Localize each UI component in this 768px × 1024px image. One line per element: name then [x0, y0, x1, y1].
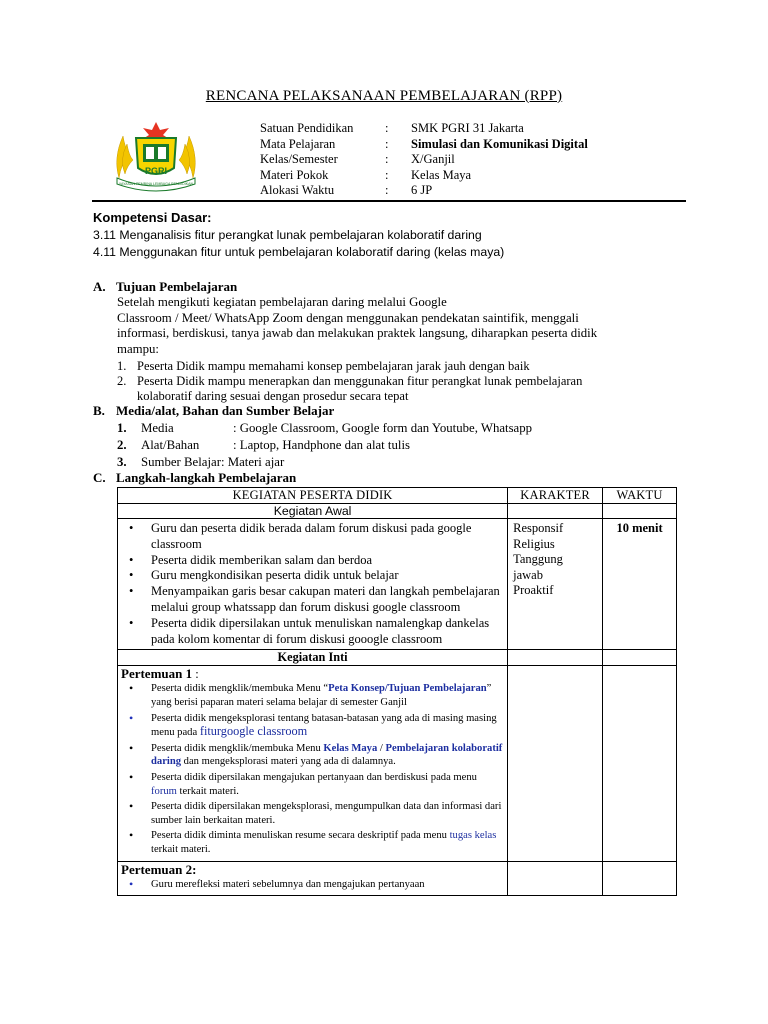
list-item: • Guru merefleksi materi sebelumnya dan mengajukan pertanyaan	[151, 878, 504, 892]
waktu-cell: 10 menit	[603, 519, 677, 650]
menu-link-pembelajaran-kolaboratif[interactable]: Pembelajaran kolaboratif daring	[151, 742, 503, 768]
list-item: • Peserta didik mengklik/membuka Menu “Peta Konsep/Tujuan Pembelajaran” yang berisi paparan materi selama belajar di semester Ganjil	[151, 682, 504, 709]
info-row-mapel: Mata Pelajaran : Simulasi dan Komunikasi Digital	[260, 136, 588, 151]
section-a-heading: A. Tujuan Pembelajaran	[93, 279, 238, 294]
table-row	[118, 861, 677, 896]
kegiatan-table	[117, 487, 677, 896]
header-divider	[92, 200, 686, 202]
table-row: Pertemuan 1 : • Peserta didik mengklik/membuka Menu “Peta Konsep/Tujuan Pembelajaran” yang berisi paparan materi selama belajar di semester Ganjil • Peserta didik mengeksplorasi tentang batasan-batasan yang ada di masing masing menu pada fiturgoogle classroom • Peserta didik mengklik/membuka Menu Kelas Maya / Pembelajaran kolaboratif daring dan mengeksplorasi materi yang ada di dalamnya. • Peserta didik dipersilakan mengajukan pertanyaan dan berdiskusi pada menu forum terkait materi. • Peserta didik dipersilakan mengeksplorasi, mengumpulkan data dan informasi dari sumber lain berkaitan materi. • Peserta didik diminta menuliskan resume secara deskriptif pada menu tugas kelas terkait materi.	[118, 666, 677, 861]
pertemuan-1-list	[121, 682, 504, 856]
list-item: • Peserta didik diminta menuliskan resume secara deskriptif pada menu tugas kelas terkait materi.	[151, 829, 504, 856]
info-row-satuan: Satuan Pendidikan : SMK PGRI 31 Jakarta	[260, 121, 524, 135]
logo-ribbon-text: YAYASAN PEMBINA LEMBAGA PENDIDIKAN	[118, 182, 194, 186]
list-item: • Guru dan peserta didik berada dalam forum diskusi pada google classroom	[151, 521, 504, 553]
list-item: • Peserta didik dipersilakan untuk menuliskan namalengkap dankelas pada kolom komentar di forum diskusi gooogle classroom	[151, 616, 504, 648]
info-row-alokasi: Alokasi Waktu : 6 JP	[260, 183, 433, 197]
menu-link-tugas-kelas[interactable]: tugas kelas	[449, 830, 497, 842]
kegiatan-awal-label: Kegiatan Awal	[118, 504, 508, 519]
section-c-heading: C. Langkah-langkah Pembelajaran	[93, 470, 297, 485]
info-row-materi: Materi Pokok : Kelas Maya	[260, 167, 472, 182]
list-item: • Peserta didik dipersilakan mengeksplorasi, mengumpulkan data dan informasi dari sumber lain berkaitan materi.	[151, 800, 504, 827]
page-title: RENCANA PELAKSANAAN PEMBELAJARAN (RPP)	[205, 88, 563, 104]
pertemuan-1-label: Pertemuan 1	[121, 666, 193, 682]
header-karakter: KARAKTER	[508, 488, 603, 504]
list-item: • Menyampaikan garis besar cakupan materi dan langkah pembelajaran melalui group whatssapp dan forum diskusi google classroom	[151, 584, 504, 616]
info-row-kelas: Kelas/Semester : X/Ganjil	[260, 152, 455, 166]
pertemuan-2-label: Pertemuan 2:	[121, 861, 197, 877]
table-row	[118, 504, 677, 519]
logo-text: PGRI	[144, 166, 168, 176]
tujuan-item: 1. Peserta Didik mampu memahami konsep pembelajaran jarak jauh dengan baik	[117, 359, 530, 373]
pgri-logo	[111, 118, 201, 192]
kegiatan-inti-label: Kegiatan Inti	[118, 650, 508, 666]
menu-link-peta-konsep[interactable]: Peta Konsep/Tujuan Pembelajaran	[328, 683, 487, 695]
kegiatan-awal-list	[121, 521, 504, 647]
list-item: • Peserta didik mengeksplorasi tentang batasan-batasan yang ada di masing masing menu pada fiturgoogle classroom	[151, 712, 504, 740]
list-item: • Peserta didik dipersilakan mengajukan pertanyaan dan berdiskusi pada menu forum terkait materi.	[151, 771, 504, 798]
tujuan-item: 2. Peserta Didik mampu menerapkan dan menggunakan fitur perangkat lunak pembelajaran kolaboratif daring sesuai dengan prosedur secara tepat	[117, 374, 583, 403]
header-waktu: WAKTU	[603, 488, 677, 504]
menu-link-kelas-maya[interactable]: Kelas Maya	[323, 742, 378, 754]
list-item: • Guru mengkondisikan peserta didik untuk belajar	[151, 568, 504, 584]
menu-link-fitur-google-classroom[interactable]: fiturgoogle classroom	[199, 724, 308, 739]
kompetensi-item: 4.11 Menggunakan fitur untuk pembelajaran kolaboratif daring (kelas maya)	[93, 245, 505, 259]
table-header-row	[118, 488, 677, 504]
pertemuan-2-list	[121, 878, 504, 892]
header-kegiatan: KEGIATAN PESERTA DIDIK	[118, 488, 508, 504]
identity-block	[260, 121, 588, 199]
media-item: 2. Alat/Bahan : Laptop, Handphone dan alat tulis	[117, 438, 410, 452]
media-item: 3. Sumber Belajar : Materi ajar	[117, 455, 285, 469]
table-row	[118, 650, 677, 666]
section-b-heading: B. Media/alat, Bahan dan Sumber Belajar	[93, 403, 335, 418]
media-item: 1. Media : Google Classroom, Google form dan Youtube, Whatsapp	[117, 421, 533, 435]
table-row	[118, 519, 677, 650]
list-item: • Peserta didik memberikan salam dan berdoa	[151, 553, 504, 569]
list-item: • Peserta didik mengklik/membuka Menu Kelas Maya / Pembelajaran kolaboratif daring dan mengeksplorasi materi yang ada di dalamnya.	[151, 742, 504, 769]
tujuan-paragraph: Setelah mengikuti kegiatan pembelajaran daring melalui Google Classroom / Meet/ WhatsApp Zoom dengan menggunakan pendekatan saintifik, menggali informasi, berdiskusi, tanya jawab dan melakukan praktek langsung, diharapkan peserta didik mampu:	[117, 295, 598, 356]
karakter-cell: Responsif Religius Tanggung jawab Proaktif	[508, 519, 603, 650]
menu-link-forum[interactable]: forum	[151, 785, 177, 797]
kompetensi-title: Kompetensi Dasar:	[93, 210, 212, 225]
kompetensi-item: 3.11 Menganalisis fitur perangkat lunak pembelajaran kolaboratif daring	[93, 228, 482, 242]
